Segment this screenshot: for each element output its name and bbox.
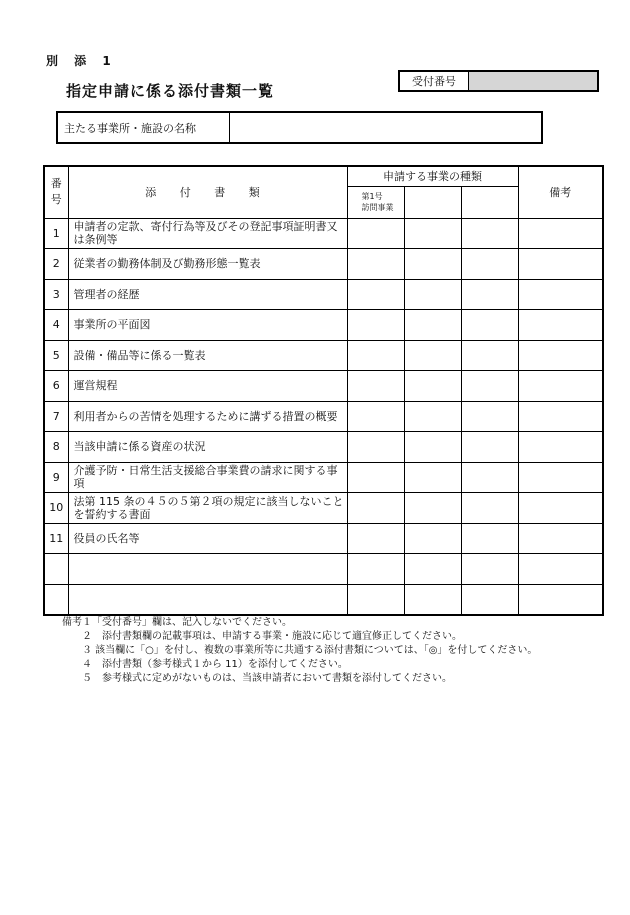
row-check-2[interactable]: [404, 279, 461, 310]
row-check-1[interactable]: [347, 340, 404, 371]
page-title: 指定申請に係る添付書類一覧: [66, 82, 275, 100]
row-check-3[interactable]: [461, 432, 518, 463]
header-sub-blank-1: [404, 186, 461, 218]
row-check-2[interactable]: [404, 371, 461, 402]
row-check-2[interactable]: [404, 554, 461, 585]
note-2: ２ 添付書類欄の記載事項は、申請する事業・施設に応じて適宜修正してください。: [62, 631, 462, 642]
header-number-bottom: 号: [50, 193, 62, 207]
row-check-3[interactable]: [461, 493, 518, 524]
row-check-2[interactable]: [404, 584, 461, 615]
row-remarks[interactable]: [518, 584, 603, 615]
row-remarks[interactable]: [518, 523, 603, 554]
row-check-2[interactable]: [404, 523, 461, 554]
row-remarks[interactable]: [518, 401, 603, 432]
table-row: [44, 462, 603, 493]
table-row: [44, 401, 603, 432]
row-check-3[interactable]: [461, 310, 518, 341]
row-number: 2: [44, 249, 68, 280]
row-document: 法第 115 条の４５の５第２項の規定に該当しないことを誓約する書面: [68, 493, 347, 524]
header-sub-visit: [347, 186, 404, 218]
row-remarks[interactable]: [518, 310, 603, 341]
table-row: [44, 218, 603, 249]
row-check-1[interactable]: [347, 462, 404, 493]
row-check-1[interactable]: [347, 218, 404, 249]
note-4: ４ 添付書類（参考様式１から 11）を添付してください。: [62, 659, 348, 670]
attachment-table: [43, 165, 604, 616]
row-check-1[interactable]: [347, 523, 404, 554]
row-check-1[interactable]: [347, 279, 404, 310]
row-document: 設備・備品等に係る一覧表: [68, 340, 347, 371]
row-number: 1: [44, 218, 68, 249]
office-name-field[interactable]: [230, 113, 541, 142]
row-number: 6: [44, 371, 68, 402]
reception-number-field[interactable]: [469, 72, 597, 90]
row-remarks[interactable]: [518, 554, 603, 585]
table-row: [44, 432, 603, 463]
row-number: 7: [44, 401, 68, 432]
row-remarks[interactable]: [518, 493, 603, 524]
header-documents: 添 付 書 類: [68, 166, 347, 218]
table-row: [44, 310, 603, 341]
row-check-2[interactable]: [404, 249, 461, 280]
notes: [62, 616, 537, 686]
annex-label: 別 添 1: [46, 54, 117, 68]
table-row: [44, 523, 603, 554]
row-document: [68, 584, 347, 615]
row-check-1[interactable]: [347, 310, 404, 341]
office-name-box: [56, 111, 543, 144]
row-check-3[interactable]: [461, 340, 518, 371]
row-number: 10: [44, 493, 68, 524]
row-check-3[interactable]: [461, 371, 518, 402]
row-number: 11: [44, 523, 68, 554]
row-check-3[interactable]: [461, 462, 518, 493]
note-1: 備考１「受付番号」欄は、記入しないでください。: [62, 617, 292, 628]
row-remarks[interactable]: [518, 249, 603, 280]
table-row: [44, 584, 603, 615]
row-number: 5: [44, 340, 68, 371]
row-check-2[interactable]: [404, 340, 461, 371]
row-document: 申請者の定款、寄付行為等及びその登記事項証明書又は条例等: [68, 218, 347, 249]
header-sub-blank-2: [461, 186, 518, 218]
row-number: 8: [44, 432, 68, 463]
row-check-1[interactable]: [347, 371, 404, 402]
row-check-3[interactable]: [461, 554, 518, 585]
table-row: [44, 554, 603, 585]
row-remarks[interactable]: [518, 279, 603, 310]
header-remarks: 備考: [518, 166, 603, 218]
row-number: [44, 554, 68, 585]
table-row: [44, 493, 603, 524]
row-number: 4: [44, 310, 68, 341]
row-remarks[interactable]: [518, 432, 603, 463]
row-check-2[interactable]: [404, 310, 461, 341]
row-document: 事業所の平面図: [68, 310, 347, 341]
table-row: [44, 340, 603, 371]
row-check-2[interactable]: [404, 401, 461, 432]
reception-number-label: 受付番号: [400, 72, 469, 90]
row-number: [44, 584, 68, 615]
row-remarks[interactable]: [518, 218, 603, 249]
row-check-3[interactable]: [461, 401, 518, 432]
office-name-label: 主たる事業所・施設の名称: [58, 113, 230, 142]
row-document: 従業者の勤務体制及び勤務形態一覧表: [68, 249, 347, 280]
row-check-1[interactable]: [347, 249, 404, 280]
row-number: 9: [44, 462, 68, 493]
row-document: [68, 554, 347, 585]
header-number: [44, 166, 68, 218]
row-check-2[interactable]: [404, 432, 461, 463]
row-check-2[interactable]: [404, 462, 461, 493]
row-document: 当該申請に係る資産の状況: [68, 432, 347, 463]
row-check-1[interactable]: [347, 584, 404, 615]
row-check-3[interactable]: [461, 279, 518, 310]
row-check-2[interactable]: [404, 493, 461, 524]
row-check-3[interactable]: [461, 249, 518, 280]
row-check-1[interactable]: [347, 401, 404, 432]
reception-number-box: [398, 70, 599, 92]
row-check-1[interactable]: [347, 432, 404, 463]
row-document: 役員の氏名等: [68, 523, 347, 554]
row-check-3[interactable]: [461, 584, 518, 615]
header-sub-line1: 第1号: [361, 192, 383, 201]
table-row: [44, 279, 603, 310]
row-remarks[interactable]: [518, 340, 603, 371]
table-row: [44, 249, 603, 280]
row-document: 介護予防・日常生活支援総合事業費の請求に関する事項: [68, 462, 347, 493]
table-row: [44, 371, 603, 402]
row-check-2[interactable]: [404, 218, 461, 249]
row-number: 3: [44, 279, 68, 310]
row-document: 運営規程: [68, 371, 347, 402]
header-number-top: 番: [50, 177, 62, 191]
row-document: 管理者の経歴: [68, 279, 347, 310]
row-check-1[interactable]: [347, 493, 404, 524]
row-check-3[interactable]: [461, 218, 518, 249]
note-3: ３ 該当欄に「○」を付し、複数の事業所等に共通する添付書類については、「◎」を付してください。: [62, 645, 538, 656]
row-check-3[interactable]: [461, 523, 518, 554]
header-business-types: 申請する事業の種類: [347, 166, 518, 186]
row-remarks[interactable]: [518, 371, 603, 402]
row-document: 利用者からの苦情を処理するために講ずる措置の概要: [68, 401, 347, 432]
row-check-1[interactable]: [347, 554, 404, 585]
header-sub-line2: 訪問事業: [361, 203, 394, 212]
note-5: ５ 参考様式に定めがないものは、当該申請者において書類を添付してください。: [62, 673, 452, 684]
row-remarks[interactable]: [518, 462, 603, 493]
